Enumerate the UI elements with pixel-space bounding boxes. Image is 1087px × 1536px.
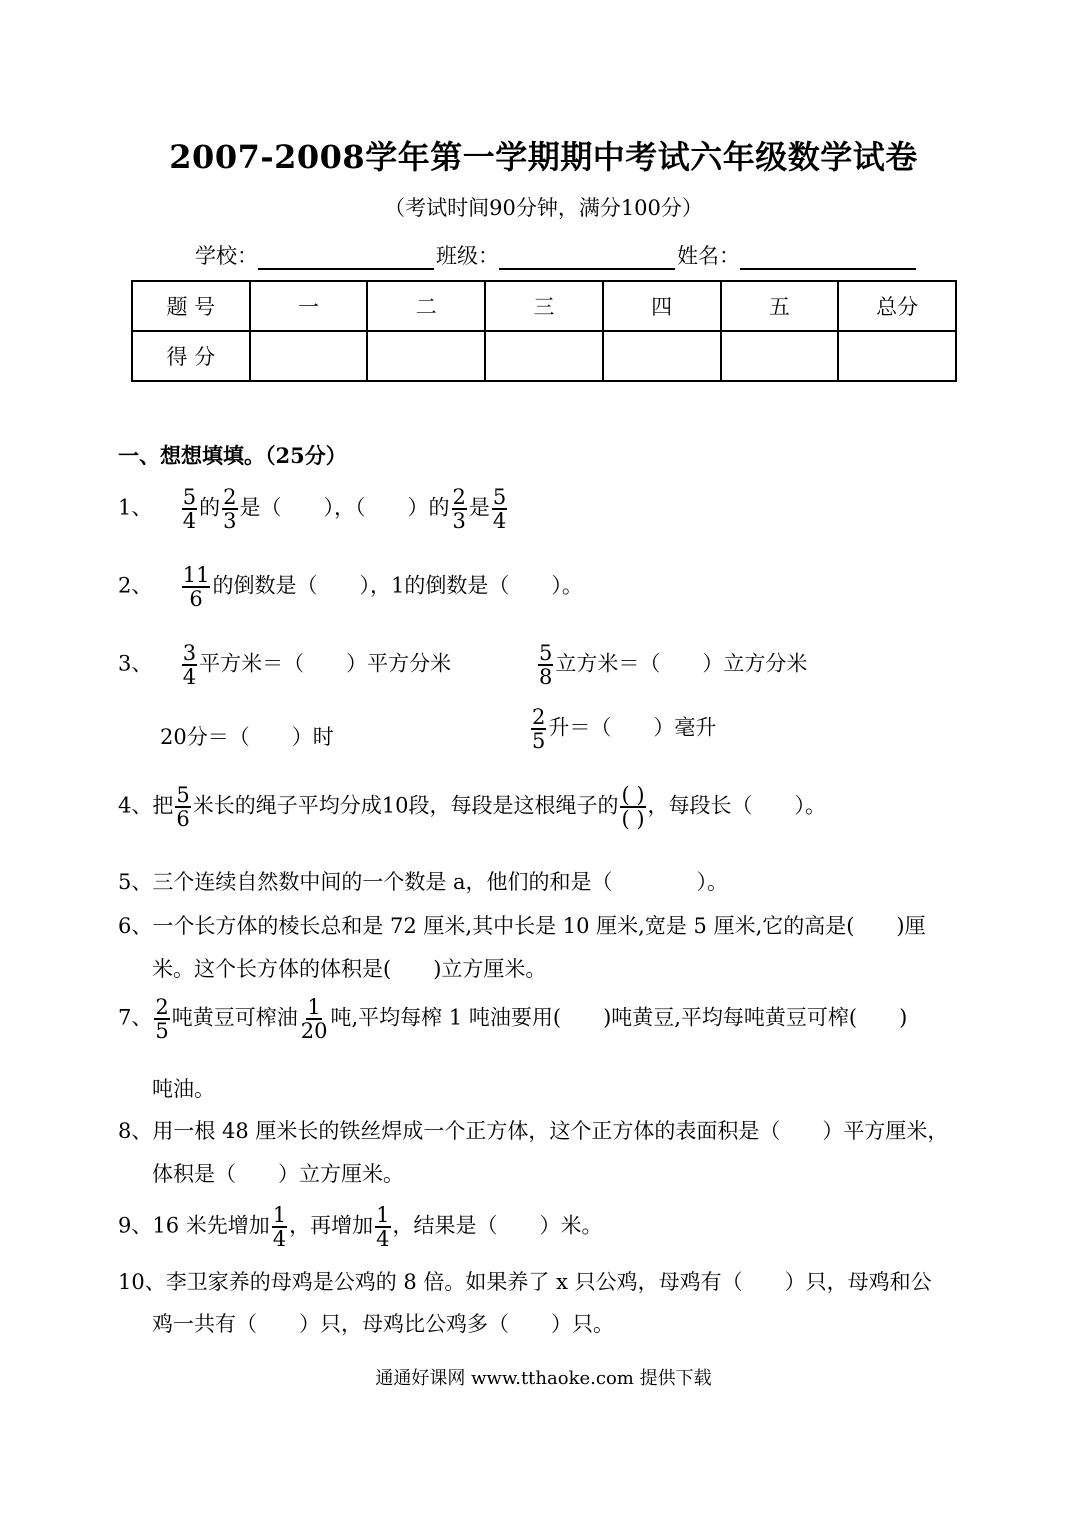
question-3-part-b: $\frac{5}{8}$ 立方米＝（ ）立方分米 <box>539 641 808 690</box>
question-2: 2、 $\frac{11}{6}$ 的倒数是（ ），1的倒数是（ ）。 <box>118 563 583 612</box>
fraction: $\frac{2}{3}$ <box>452 485 466 534</box>
header-cell-1: 一 <box>250 281 368 331</box>
fraction: $\frac{1}{4}$ <box>376 1203 390 1252</box>
score-table <box>131 280 957 382</box>
score-cell-1[interactable] <box>250 331 368 381</box>
header-cell-5: 五 <box>721 281 839 331</box>
exam-subtitle: （考试时间90分钟，满分100分） <box>384 196 703 220</box>
question-3: 3、 $\frac{3}{4}$ 平方米＝（ ）平方分米 <box>118 641 452 690</box>
fraction: $\frac{11}{6}$ <box>182 563 210 612</box>
school-field[interactable] <box>258 242 434 270</box>
school-label: 学校： <box>195 244 258 268</box>
question-7-line-2: 吨油。 <box>152 1077 215 1101</box>
blank-fraction[interactable]: $\frac{( )}{( )}$ <box>621 783 645 832</box>
question-3-part-c: 20分＝（ ）时 <box>160 725 334 749</box>
question-1: 1、 $\frac{5}{4}$ 的 $\frac{2}{3}$ 是（ ），（ ）的 $\frac{2}{3}$ 是 $\frac{5}{4}$ <box>118 485 507 534</box>
question-4: 4、把 $\frac{5}{6}$ 米长的绳子平均分成10段，每段是这根绳子的 $\frac{( )}{( )}$ ，每段长（ ）。 <box>118 783 827 832</box>
question-number: 2、 <box>118 573 153 598</box>
score-table-score-row <box>132 331 956 381</box>
class-field[interactable] <box>499 242 675 270</box>
score-cell-5[interactable] <box>721 331 839 381</box>
question-10-line-1: 10、李卫家养的母鸡是公鸡的 8 倍。如果养了 x 只公鸡，母鸡有（ ）只，母鸡和公 <box>118 1270 932 1294</box>
question-5: 5、三个连续自然数中间的一个数是 a，他们的和是（ ）。 <box>118 870 729 894</box>
fraction: $\frac{2}{5}$ <box>532 705 546 754</box>
fraction: $\frac{5}{4}$ <box>492 485 507 534</box>
question-number: 3、 <box>118 651 153 676</box>
header-cell-4: 四 <box>603 281 721 331</box>
class-label: 班级： <box>436 244 499 268</box>
fraction: $\frac{2}{3}$ <box>223 485 237 534</box>
fraction: $\frac{5}{6}$ <box>176 783 190 832</box>
question-number: 1、 <box>118 495 153 520</box>
header-cell-total: 总分 <box>838 281 956 331</box>
name-label: 姓名： <box>677 244 740 268</box>
score-table-header-row <box>132 281 956 331</box>
header-cell-3: 三 <box>485 281 603 331</box>
name-field[interactable] <box>740 242 916 270</box>
question-7: 7、 $\frac{2}{5}$ 吨黄豆可榨油 $\frac{1}{20}$ 吨,平均每榨 1 吨油要用( )吨黄豆,平均每吨黄豆可榨( ) <box>118 995 908 1044</box>
fraction: $\frac{2}{5}$ <box>155 995 169 1044</box>
section-1-heading: 一、想想填填。（25分） <box>118 443 347 468</box>
question-8-line-2: 体积是（ ）立方厘米。 <box>152 1162 404 1186</box>
score-cell-total[interactable] <box>838 331 956 381</box>
question-9: 9、16 米先增加 $\frac{1}{4}$ ，再增加 $\frac{1}{4}$ ，结果是（ ）米。 <box>118 1203 603 1252</box>
footer-credit: 通通好课网 www.tthaoke.com 提供下载 <box>375 1368 712 1389</box>
fraction: $\frac{5}{4}$ <box>182 485 197 534</box>
fraction: $\frac{3}{4}$ <box>182 641 197 690</box>
question-6-line-1: 6、一个长方体的棱长总和是 72 厘米,其中长是 10 厘米,宽是 5 厘米,它的高是( )厘 <box>118 914 926 938</box>
header-cell-2: 二 <box>367 281 485 331</box>
fraction: $\frac{1}{4}$ <box>272 1203 287 1252</box>
question-8-line-1: 8、用一根 48 厘米长的铁丝焊成一个正方体，这个正方体的表面积是（ ）平方厘米， <box>118 1119 949 1143</box>
fraction: $\frac{1}{20}$ <box>300 995 328 1044</box>
score-row-label: 得 分 <box>132 331 250 381</box>
question-6-line-2: 米。这个长方体的体积是( )立方厘米。 <box>152 957 547 981</box>
page-title: 2007-2008学年第一学期期中考试六年级数学试卷 <box>169 138 918 176</box>
question-number: 4、 <box>118 793 153 818</box>
fraction: $\frac{5}{8}$ <box>539 641 553 690</box>
score-cell-3[interactable] <box>485 331 603 381</box>
question-10-line-2: 鸡一共有（ ）只，母鸡比公鸡多（ ）只。 <box>152 1312 614 1336</box>
question-3-part-d: $\frac{2}{5}$ 升＝（ ）毫升 <box>532 705 717 754</box>
student-info-row <box>195 240 918 270</box>
question-number: 7、 <box>118 1005 153 1030</box>
score-cell-2[interactable] <box>367 331 485 381</box>
score-cell-4[interactable] <box>603 331 721 381</box>
header-cell-label: 题 号 <box>132 281 250 331</box>
